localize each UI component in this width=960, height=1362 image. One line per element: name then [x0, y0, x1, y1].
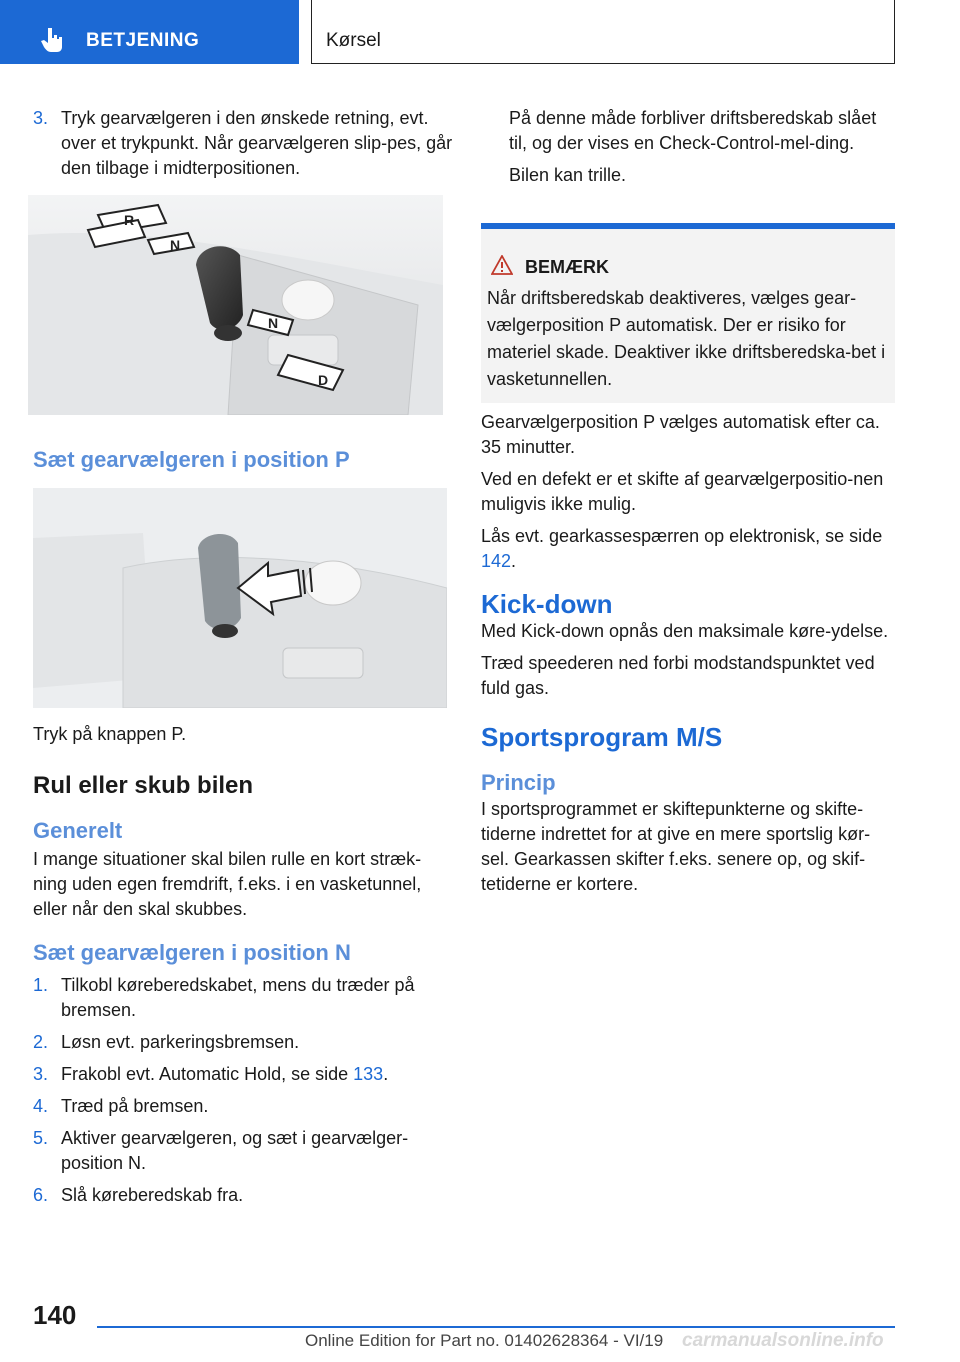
section-heading: Kick-down	[481, 589, 613, 619]
footer-edition: Online Edition for Part no. 01402628364 - VI/19	[305, 1331, 664, 1350]
step-number: 6.	[33, 1185, 49, 1205]
continuation-text: Bilen kan trille.	[509, 165, 627, 185]
step-number: 5.	[33, 1128, 49, 1148]
page-link[interactable]: 142	[481, 551, 512, 571]
step-number: 4.	[33, 1096, 49, 1116]
step-text: Frakobl evt. Automatic Hold, se side	[61, 1064, 354, 1084]
body-text	[481, 524, 895, 574]
subheading: Generelt	[33, 818, 123, 843]
section-tab[interactable]	[0, 0, 299, 64]
section-label: BETJENING	[86, 30, 200, 51]
step-item	[33, 1094, 453, 1119]
body-text: I sportsprogrammet er skiftepunkterne og skifte‐tiderne indrettet for at give en mere sportslig kør‐sel. Gearkassen skifter f.eks. senere op, og skif‐tetiderne er kortere.	[481, 799, 871, 894]
subheading: Princip	[481, 770, 556, 795]
notice-box	[481, 223, 895, 403]
gear-selector-figure-p-button	[33, 488, 447, 708]
instruction-text: Tryk på knappen P.	[33, 724, 187, 744]
arrow-label: R	[124, 212, 135, 228]
left-column	[33, 106, 453, 188]
left-column-lower	[33, 722, 453, 1215]
section-heading: Sæt gearvælgeren i position P	[33, 447, 350, 472]
gear-selector-figure-directions	[28, 195, 443, 415]
watermark: carmanualsonline.info	[682, 1330, 884, 1351]
step-text: Løsn evt. parkeringsbremsen.	[61, 1032, 300, 1052]
arrow-label: N	[268, 315, 279, 331]
body-text: Ved en defekt er et skifte af gearvælgerpositio‐nen muligvis ikke mulig.	[481, 469, 884, 514]
step-number: 3.	[33, 108, 49, 128]
body-text: Gearvælgerposition P vælges automatisk efter ca. 35 minutter.	[481, 412, 880, 457]
step-text: Tryk gearvælgeren i den ønskede retning, evt. over et trykpunkt. Når gearvælgeren slip‐pes, går den tilbage i midterpositionen.	[61, 108, 453, 178]
body-text-part: Lås evt. gearkassespærren op elektronisk, se side	[481, 526, 883, 546]
section-heading: Sportsprogram M/S	[481, 722, 723, 752]
page-heading: Rul eller skub bilen	[33, 772, 254, 799]
step-text: Tilkobl køreberedskabet, mens du træder på bremsen.	[61, 975, 415, 1020]
notice-body: Når driftsberedskab deaktiveres, vælges gear‐vælgerposition P automatisk. Der er risiko for materiel skade. Deaktiver ikke driftsberedska‐bet i vasketunnellen.	[487, 288, 886, 389]
step-number: 2.	[33, 1032, 49, 1052]
hand-pointer-icon	[40, 26, 66, 54]
arrow-label: D	[318, 372, 329, 388]
step-text: .	[383, 1064, 389, 1084]
step-number: 3.	[33, 1064, 49, 1084]
section-heading: Sæt gearvælgeren i position N	[33, 940, 351, 965]
body-text: Med Kick-down opnås den maksimale køre‐ydelse.	[481, 621, 889, 641]
notice-title: BEMÆRK	[525, 257, 609, 277]
step-item	[33, 106, 453, 181]
body-text: Træd speederen ned forbi modstandspunktet ved fuld gas.	[481, 653, 875, 698]
page-link[interactable]: 133	[353, 1064, 384, 1084]
breadcrumb-label: Kørsel	[326, 30, 381, 51]
breadcrumb	[311, 0, 895, 64]
right-column-lower	[481, 410, 895, 904]
step-text: Træd på bremsen.	[61, 1096, 209, 1116]
step-item	[33, 1062, 453, 1087]
step-item	[33, 1183, 453, 1208]
right-column-top	[509, 106, 895, 195]
continuation-text: På denne måde forbliver driftsberedskab slået til, og der vises en Check-Control-mel‐ding.	[509, 108, 877, 153]
step-item	[33, 973, 453, 1023]
page-number: 140	[33, 1300, 77, 1330]
step-text: Slå køreberedskab fra.	[61, 1185, 244, 1205]
step-item	[33, 1030, 453, 1055]
step-item	[33, 1126, 453, 1176]
body-text-part: .	[511, 551, 517, 571]
arrow-label: N	[170, 237, 181, 253]
step-text: Aktiver gearvælgeren, og sæt i gearvælger‐position N.	[61, 1128, 409, 1173]
warning-triangle-icon	[491, 255, 513, 275]
step-number: 1.	[33, 975, 49, 995]
general-text: I mange situationer skal bilen rulle en kort stræk‐ning uden egen fremdrift, f.eks. i en vasketunnel, eller når den skal skubbes.	[33, 849, 422, 919]
footer-divider	[97, 1326, 895, 1328]
